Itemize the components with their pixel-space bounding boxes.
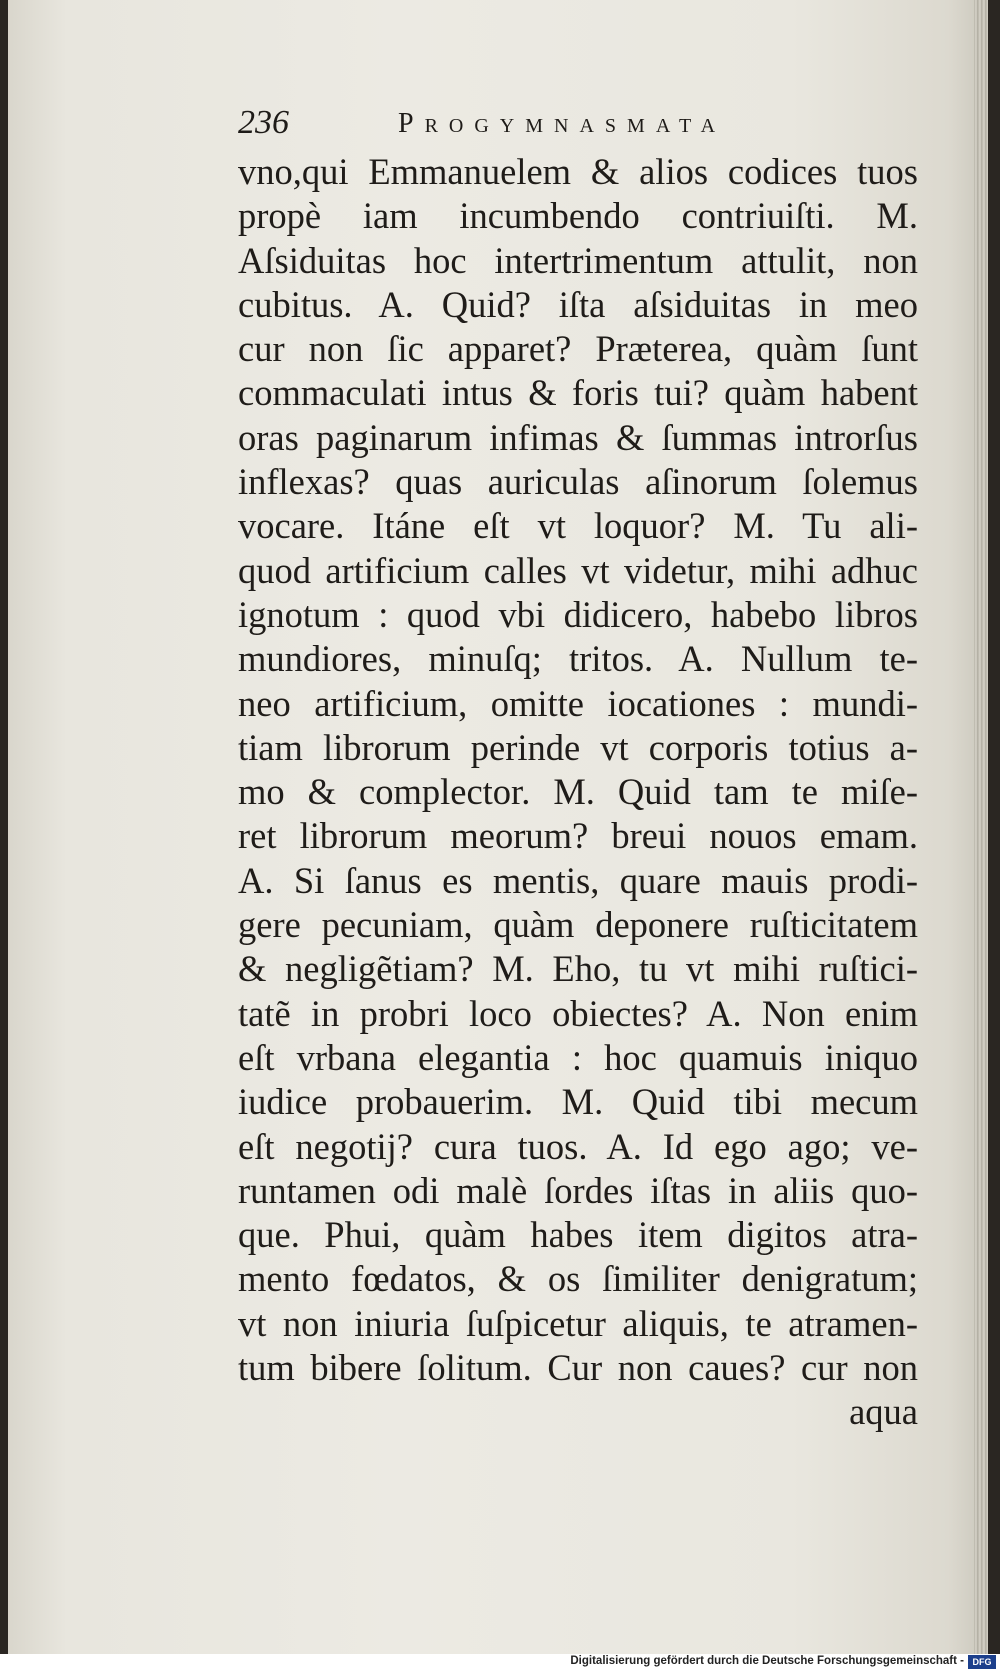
text-line: mo & complector. M. Quid tam te miſe- (238, 771, 918, 813)
text-line: gere pecuniam, quàm deponere ruſticitatem (238, 904, 918, 946)
book-page (8, 0, 988, 1654)
running-title: Progymnasmata (398, 108, 727, 139)
text-line: tiam librorum perinde vt corporis totius a- (238, 726, 918, 768)
text-line: eſt vrbana elegantia : hoc quamuis iniquo (238, 1036, 918, 1078)
text-line: Aſsiduitas hoc intertrimentum attulit, non (238, 239, 918, 281)
text-line: tatẽ in probri loco obiectes? A. Non enim (238, 992, 918, 1034)
page-number: 236 (238, 104, 289, 141)
text-line: & negligẽtiam? M. Eho, tu vt mihi ruſtici- (238, 948, 918, 990)
text-line: mundiores, minuſq; tritos. A. Nullum te- (238, 638, 918, 680)
text-line: vocare. Itáne eſt vt loquor? M. Tu ali- (238, 505, 918, 547)
text-line: ignotum : quod vbi didicero, habebo libros (238, 593, 918, 635)
text-line: A. Si ſanus es mentis, quare mauis prodi- (238, 859, 918, 901)
footer (0, 1654, 1000, 1672)
text-line: vt non iniuria ſuſpicetur aliquis, te atramen- (238, 1302, 918, 1344)
text-line: iudice probauerim. M. Quid tibi mecum (238, 1081, 918, 1123)
digitization-credit: Digitalisierung gefördert durch die Deutsche Forschungsgemeinschaft - (570, 1655, 964, 1667)
text-line: eſt negotij? cura tuos. A. Id ego ago; ve- (238, 1125, 918, 1167)
text-line: que. Phui, quàm habes item digitos atra- (238, 1214, 918, 1256)
body-text (238, 150, 918, 1435)
catchword: aqua (849, 1391, 918, 1433)
text-line: neo artificium, omitte iocationes : mundi- (238, 682, 918, 724)
text-line: propè iam incumbendo contriuiſti. M. (238, 195, 918, 237)
text-line: runtamen odi malè ſordes iſtas in aliis quo- (238, 1169, 918, 1211)
text-line: mento fœdatos, & os ſimiliter denigratum; (238, 1258, 918, 1300)
text-line: ret librorum meorum? breui nouos emam. (238, 815, 918, 857)
page-header (238, 104, 878, 148)
page-edge (974, 0, 988, 1654)
dfg-logo: DFG (968, 1655, 996, 1669)
text-line: quod artificium calles vt videtur, mihi adhuc (238, 549, 918, 591)
text-line: vno,qui Emmanuelem & alios codices tuos (238, 151, 918, 192)
text-line: cur non ſic apparet? Præterea, quàm ſunt (238, 328, 918, 370)
text-line: commaculati intus & foris tui? quàm habent (238, 372, 918, 414)
text-line: tum bibere ſolitum. Cur non caues? cur non (238, 1347, 918, 1389)
text-line: inflexas? quas auriculas aſinorum ſolemus (238, 461, 918, 503)
text-line: cubitus. A. Quid? iſta aſsiduitas in meo (238, 283, 918, 325)
text-line: oras paginarum infimas & ſummas introrſus (238, 416, 918, 458)
